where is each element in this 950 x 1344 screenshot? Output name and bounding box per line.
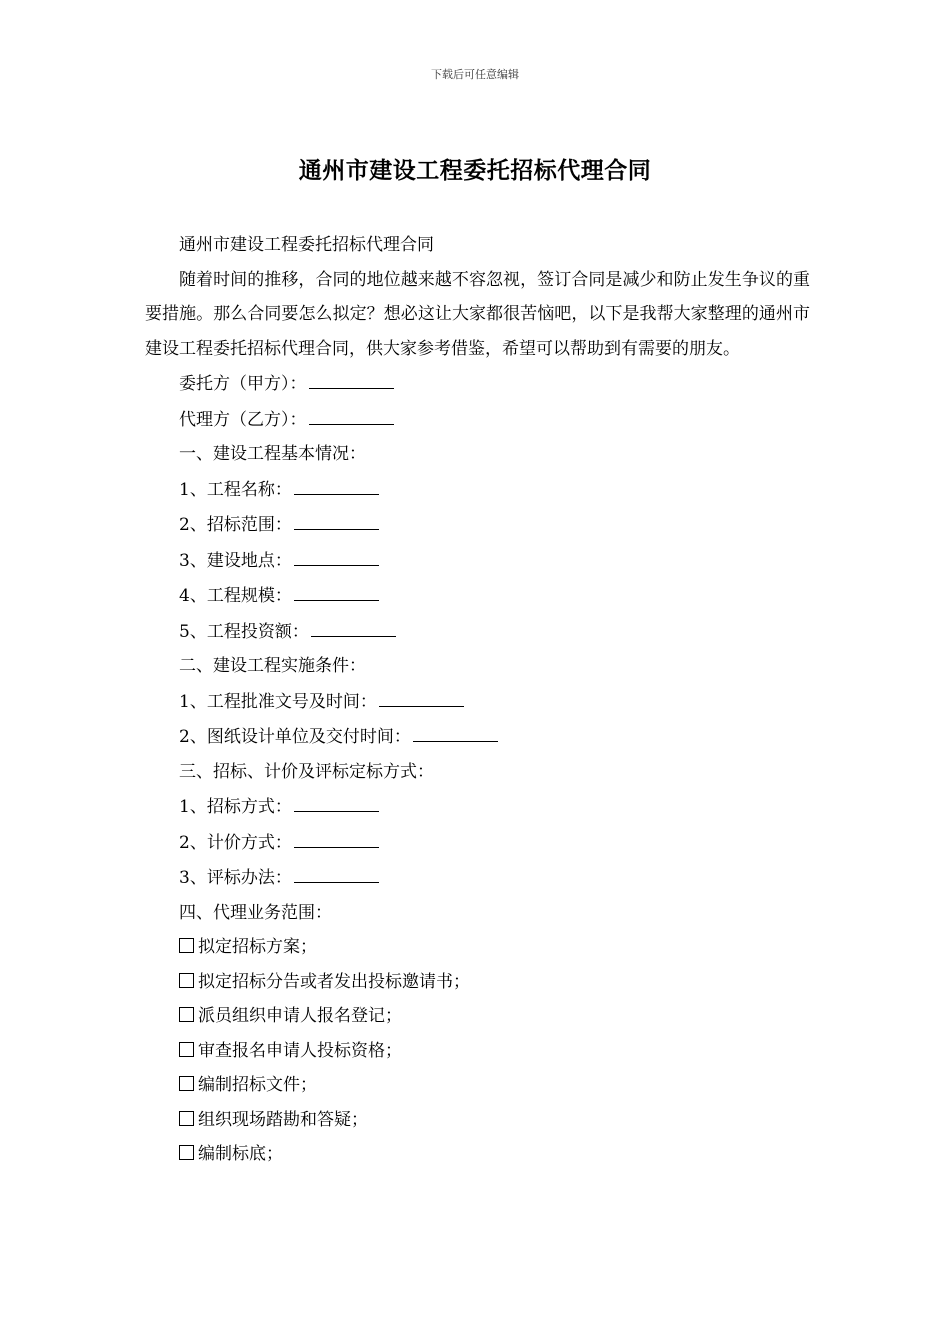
section2-item-approval [145, 684, 810, 720]
section4-heading: 四、代理业务范围： [179, 902, 332, 923]
checkbox-icon[interactable] [179, 1076, 194, 1091]
scope-label: 编制招标文件； [198, 1075, 317, 1095]
scope-label: 审查报名申请人投标资格； [198, 1040, 402, 1061]
checkbox-icon[interactable] [179, 1007, 194, 1022]
section1-item-location [145, 543, 810, 579]
bid-method-blank[interactable] [294, 789, 379, 812]
party-b-blank[interactable] [309, 402, 394, 425]
page-title: 通州市建设工程委托招标代理合同 [298, 157, 652, 184]
party-b-label: 代理方（乙方）： [179, 409, 307, 430]
document-body [145, 228, 810, 1172]
party-a-label: 委托方（甲方）： [179, 374, 307, 394]
item-label: 1、工程批准文号及时间： [179, 691, 377, 712]
item-label: 3、建设地点： [179, 550, 292, 571]
section3-heading: 三、招标、计价及评标定标方式： [179, 761, 434, 782]
scope-item [145, 930, 810, 965]
bid-scope-blank[interactable] [294, 507, 379, 530]
section1-heading: 一、建设工程基本情况： [179, 444, 366, 464]
item-label: 2、图纸设计单位及交付时间： [179, 727, 411, 747]
scope-item [145, 1034, 810, 1069]
checkbox-icon[interactable] [179, 1145, 194, 1160]
scope-label: 派员组织申请人报名登记； [198, 1006, 402, 1026]
scope-label: 编制标底； [198, 1144, 283, 1164]
location-blank[interactable] [294, 543, 379, 566]
party-line-a [145, 366, 810, 402]
approval-blank[interactable] [379, 684, 464, 707]
scale-blank[interactable] [294, 578, 379, 601]
intro-paragraph: 随着时间的推移，合同的地位越来越不容忽视，签订合同是减少和防止发生争议的重要措施。那么合同要怎么拟定？想必这让大家都很苦恼吧，以下是我帮大家整理的通州市建设工程委托招标代理合同，供大家参考借鉴，希望可以帮助到有需要的朋友。 [145, 269, 810, 359]
item-label: 1、招标方式： [179, 797, 292, 817]
drawings-blank[interactable] [413, 719, 498, 742]
evaluation-blank[interactable] [294, 860, 379, 883]
section3-item-bid-method [145, 789, 810, 825]
scope-item [145, 999, 810, 1034]
pricing-blank[interactable] [294, 825, 379, 848]
item-label: 4、工程规模： [179, 586, 292, 606]
item-label: 3、评标办法： [179, 868, 292, 888]
section1-item-project-name [145, 472, 810, 508]
item-label: 2、计价方式： [179, 832, 292, 853]
intro-subtitle: 通州市建设工程委托招标代理合同 [179, 235, 434, 255]
checkbox-icon[interactable] [179, 1111, 194, 1126]
scope-item [145, 1103, 810, 1138]
item-label: 2、招标范围： [179, 515, 292, 535]
scope-item [145, 965, 810, 1000]
scope-item [145, 1068, 810, 1103]
header-note: 下载后可任意编辑 [431, 68, 519, 81]
checkbox-icon[interactable] [179, 973, 194, 988]
item-label: 5、工程投资额： [179, 621, 309, 642]
section1-item-bid-scope [145, 507, 810, 543]
section3-item-evaluation [145, 860, 810, 896]
checkbox-icon[interactable] [179, 938, 194, 953]
item-label: 1、工程名称： [179, 479, 292, 500]
section2-item-drawings [145, 719, 810, 755]
party-a-blank[interactable] [309, 366, 394, 389]
section1-item-investment [145, 614, 810, 650]
checkbox-icon[interactable] [179, 1042, 194, 1057]
section3-item-pricing [145, 825, 810, 861]
scope-label: 拟定招标方案； [198, 937, 317, 957]
project-name-blank[interactable] [294, 472, 379, 495]
party-line-b [145, 402, 810, 438]
section1-item-scale [145, 578, 810, 614]
scope-label: 拟定招标分告或者发出投标邀请书； [198, 971, 470, 992]
scope-item [145, 1137, 810, 1172]
investment-blank[interactable] [311, 614, 396, 637]
scope-label: 组织现场踏勘和答疑； [198, 1109, 368, 1130]
section2-heading: 二、建设工程实施条件： [179, 656, 366, 676]
